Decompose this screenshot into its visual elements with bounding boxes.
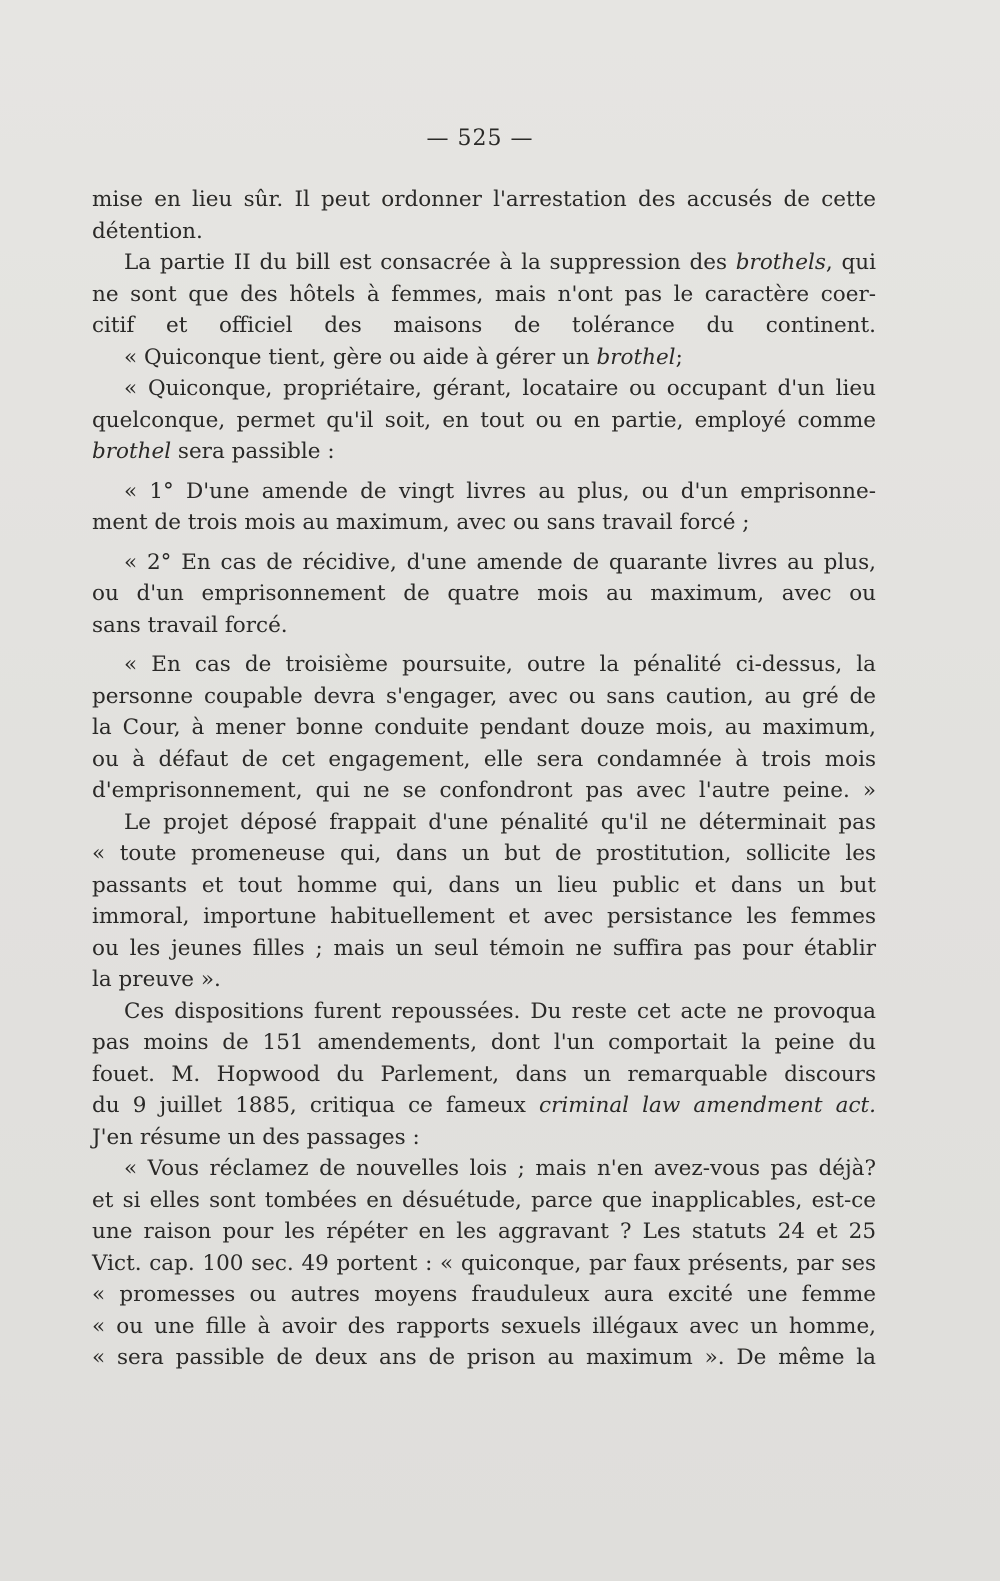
text-line: « sera passible de deux ans de prison au maximum ». De même la [92,1345,876,1370]
text-line: Le projet déposé frappait d'une pénalité qu'il ne déterminait pas [124,809,876,835]
text-line: sans travail forcé. [92,612,288,638]
text-line: « ou une fille à avoir des rapports sexuels illégaux avec un homme, [92,1313,876,1339]
text-line: « 1° D'une amende de vingt livres au plus, ou d'un emprisonne- [124,478,876,504]
text-line: immoral, importune habituellement et avec persistance les femmes [92,904,876,929]
text-line: détention. [92,218,203,244]
text-line: La partie II du bill est consacrée à la suppression des brothels, qui [124,250,876,275]
text-line: ment de trois mois au maximum, avec ou sans travail forcé ; [92,510,750,535]
text-line: citif et officiel des maisons de tolérance du continent. [92,313,876,338]
text-line: fouet. M. Hopwood du Parlement, dans un remarquable discours [92,1061,876,1087]
italic-term: brothel [92,439,172,464]
text-line: ou d'un emprisonnement de quatre mois au maximum, avec ou [92,581,876,606]
text-line: ne sont que des hôtels à femmes, mais n'ont pas le caractère coer- [92,281,876,307]
text-line: d'emprisonnement, qui ne se confondront pas avec l'autre peine. » [92,778,876,803]
text-line: quelconque, permet qu'il soit, en tout ou en partie, employé comme [92,407,876,433]
text-line: « toute promeneuse qui, dans un but de prostitution, sollicite les [92,841,876,866]
text-line: et si elles sont tombées en désuétude, parce que inapplicables, est-ce [92,1187,876,1213]
text-line: brothel sera passible : [92,439,335,464]
text-line: passants et tout homme qui, dans un lieu public et dans un but [92,872,876,898]
text-line: du 9 juillet 1885, critiqua ce fameux criminal law amendment act. [92,1093,876,1118]
text-line: J'en résume un des passages : [92,1124,420,1150]
body-text [92,184,876,1374]
text-line: Ces dispositions furent repoussées. Du reste cet acte ne provoqua [124,998,876,1024]
text-line: la Cour, à mener bonne conduite pendant douze mois, au maximum, [92,715,876,740]
text-line: Vict. cap. 100 sec. 49 portent : « quiconque, par faux présents, par ses [92,1250,876,1276]
italic-term: brothels [735,250,826,275]
text-line: mise en lieu sûr. Il peut ordonner l'arrestation des accusés de cette [92,187,876,212]
italic-term: criminal law amendment act. [539,1093,876,1118]
text-line: « promesses ou autres moyens frauduleux aura excité une femme [92,1282,876,1307]
text-line: ou les jeunes filles ; mais un seul témoin ne suffira pas pour établir [92,935,876,961]
text-line: « Quiconque tient, gère ou aide à gérer un brothel; [124,344,683,370]
text-line: personne coupable devra s'engager, avec ou sans caution, au gré de [92,683,876,709]
text-line: ou à défaut de cet engagement, elle sera condamnée à trois mois [92,746,876,772]
text-line: une raison pour les répéter en les aggravant ? Les statuts 24 et 25 [92,1219,876,1244]
page-number: — 525 — [426,126,534,151]
text-line: « En cas de troisième poursuite, outre la pénalité ci-dessus, la [124,652,876,677]
text-line: « Quiconque, propriétaire, gérant, locataire ou occupant d'un lieu [124,376,876,401]
text-line: « 2° En cas de récidive, d'une amende de quarante livres au plus, [124,549,876,575]
text-line: la preuve ». [92,967,221,992]
text-line: pas moins de 151 amendements, dont l'un comportait la peine du [92,1030,876,1055]
text-line: « Vous réclamez de nouvelles lois ; mais n'en avez-vous pas déjà? [124,1156,876,1181]
italic-term: brothel [596,344,676,370]
